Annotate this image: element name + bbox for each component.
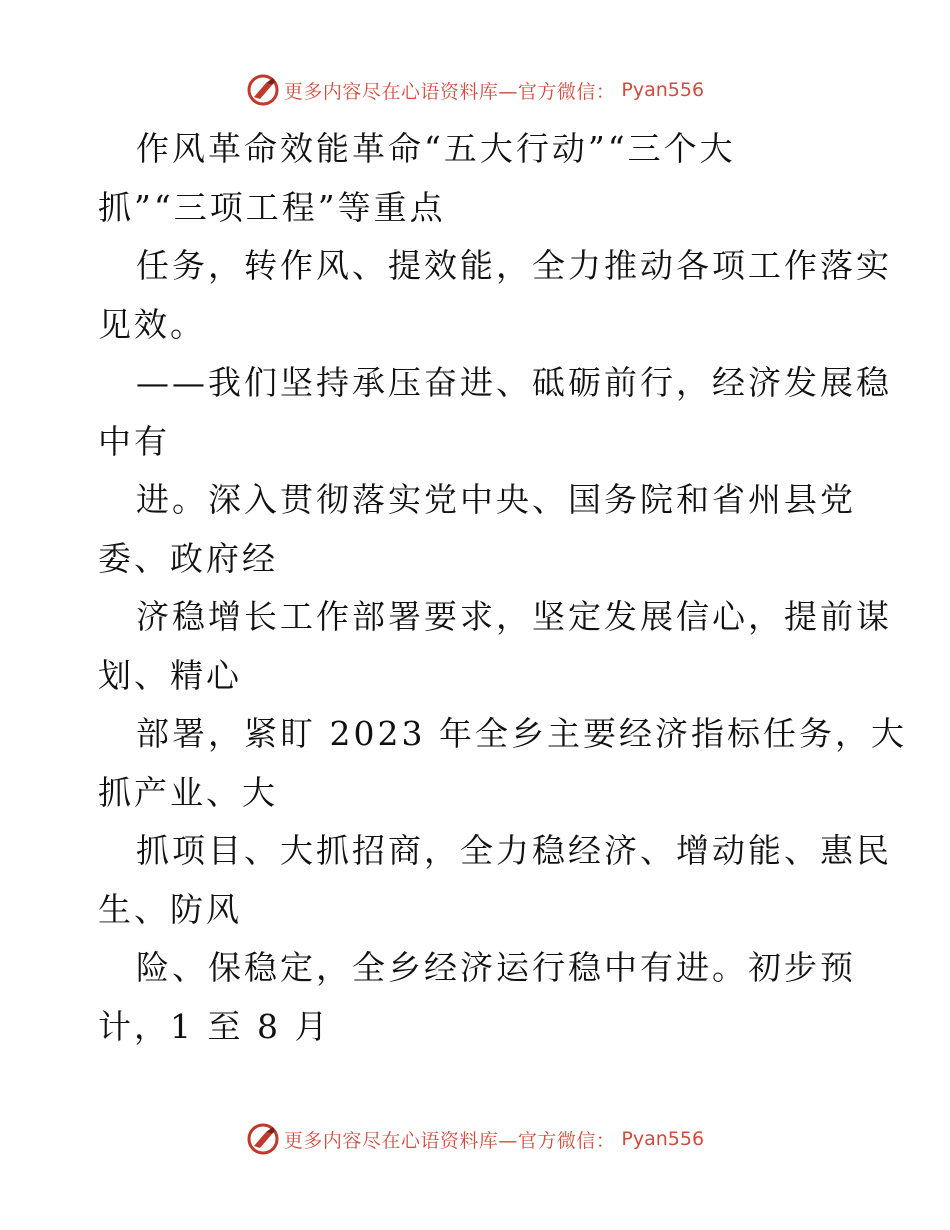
text-line: 划、精心: [98, 655, 242, 695]
watermark-account: Pyan556: [621, 79, 705, 101]
logo-icon: [246, 1122, 280, 1156]
text-line: 任务，转作风、提效能，全力推动各项工作落实: [136, 246, 892, 285]
text-line: ——我们坚持承压奋进、砥砺前行，经济发展稳: [136, 363, 892, 402]
footer-watermark: [0, 1119, 950, 1159]
text-line: 中有: [98, 421, 170, 461]
header-watermark: [0, 70, 950, 110]
text-line: 部署，紧盯 2023 年全乡主要经济指标任务，大: [136, 714, 907, 753]
text-line: 抓项目、大抓招商，全力稳经济、增动能、惠民: [136, 831, 892, 870]
text-line: 抓产业、大: [98, 772, 278, 812]
document-body: [98, 120, 907, 1056]
text-line: 险、保稳定，全乡经济运行稳中有进。初步预: [136, 948, 856, 987]
watermark-text: 更多内容尽在心语资料库—官方微信：: [283, 1129, 616, 1152]
watermark-text: 更多内容尽在心语资料库—官方微信：: [283, 80, 616, 103]
text-line: 抓”“三项工程”等重点: [98, 187, 446, 227]
watermark-account: Pyan556: [621, 1128, 705, 1150]
logo-icon: [246, 73, 280, 107]
text-line: 委、政府经: [98, 538, 278, 578]
text-line: 济稳增长工作部署要求，坚定发展信心，提前谋: [136, 597, 892, 636]
text-line: 计，1 至 8 月: [98, 1006, 331, 1046]
text-line: 生、防风: [98, 889, 242, 929]
text-line: 作风革命效能革命“五大行动”“三个大: [136, 129, 736, 168]
text-line: 进。深入贯彻落实党中央、国务院和省州县党: [136, 480, 856, 519]
text-line: 见效。: [98, 304, 206, 344]
